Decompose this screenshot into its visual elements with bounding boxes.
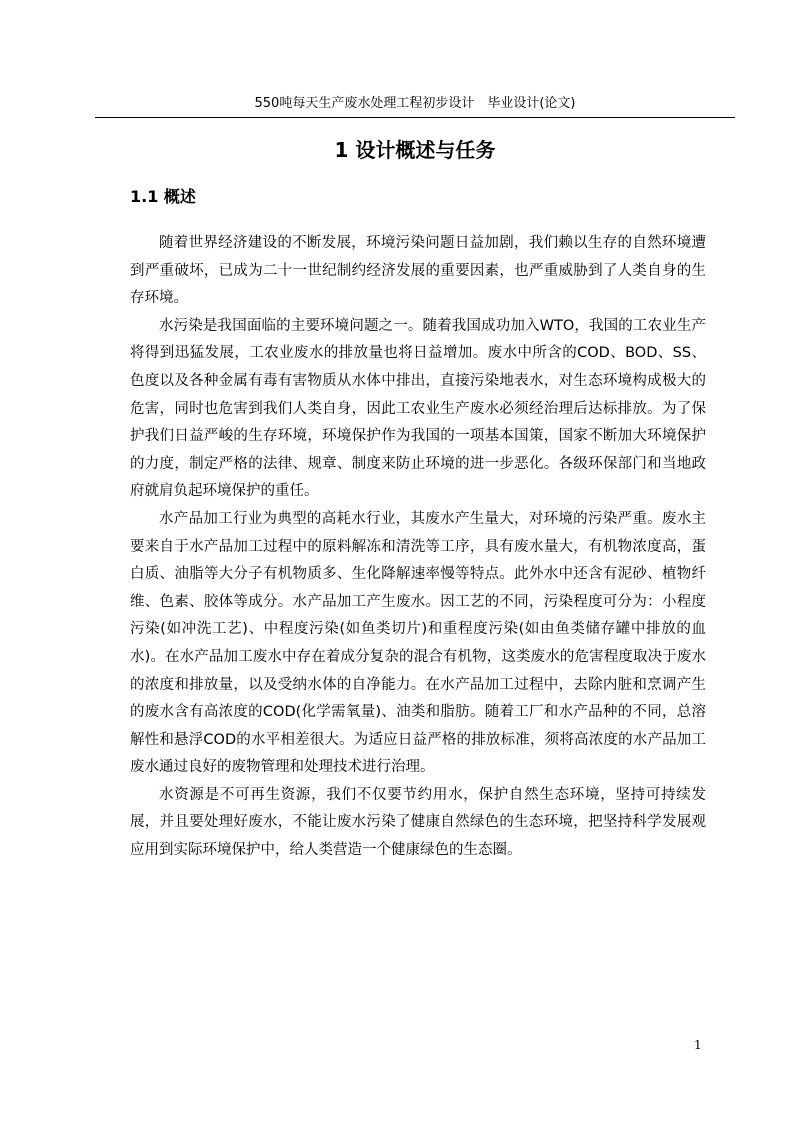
paragraph: 水污染是我国面临的主要环境问题之一。随着我国成功加入WTO，我国的工农业生产将得到迅猛发展，工农业废水的排放量也将日益增加。废水中所含的COD、BOD、SS、色度以及各种金属有毒有害物质从水体中排出，直接污染地表水，对生态环境构成极大的危害，同时也危害到我们人类自身，因此工农业生产废水必须经治理后达标排放。为了保护我们日益严峻的生存环境，环境保护作为我国的一项基本国策，国家不断加大环境保护的力度，制定严格的法律、规章、制度来防止环境的进一步恶化。各级环保部门和当地政府就肩负起环境保护的重任。 xyxy=(130,317,706,500)
paragraph: 水资源是不可再生资源，我们不仅要节约用水，保护自然生态环境，坚持可持续发展，并且要处理好废水，不能让废水污染了健康自然绿色的生态环境，把坚持科学发展观应用到实际环境保护中，给人类营造一个健康绿色的生态圈。 xyxy=(130,786,706,859)
running-header: 550吨每天生产废水处理工程初步设计 毕业设计(论文) xyxy=(95,95,735,118)
body-text xyxy=(130,230,706,865)
paragraph: 随着世界经济建设的不断发展，环境污染问题日益加剧，我们赖以生存的自然环境遭到严重破坏，已成为二十一世纪制约经济发展的重要因素，也严重威胁到了人类自身的生存环境。 xyxy=(130,235,706,307)
section-title: 1.1 概述 xyxy=(130,187,196,206)
paragraph: 水产品加工行业为典型的高耗水行业，其废水产生量大，对环境的污染严重。废水主要来自于水产品加工过程中的原料解冻和清洗等工序，具有废水量大，有机物浓度高，蛋白质、油脂等大分子有机物质多、生化降解速率慢等特点。此外水中还含有泥砂、植物纤维、色素、胶体等成分。水产品加工产生废水。因工艺的不同，污染程度可分为：小程度污染(如冲洗工艺)、中程度污染(如鱼类切片)和重程度污染(如由鱼类储存罐中排放的血水)。在水产品加工废水中存在着成分复杂的混合有机物，这类废水的危害程度取决于废水的浓度和排放量，以及受纳水体的自净能力。在水产品加工过程中，去除内脏和烹调产生的废水含有高浓度的COD(化学需氧量)、油类和脂肪。随着工厂和水产品种的不同，总溶解性和悬浮COD的水平相差很大。为适应日益严格的排放标准，须将高浓度的水产品加工废水通过良好的废物管理和处理技术进行治理。 xyxy=(130,510,706,776)
page-number: 1 xyxy=(694,1038,702,1052)
chapter-title: 1 设计概述与任务 xyxy=(334,138,496,162)
